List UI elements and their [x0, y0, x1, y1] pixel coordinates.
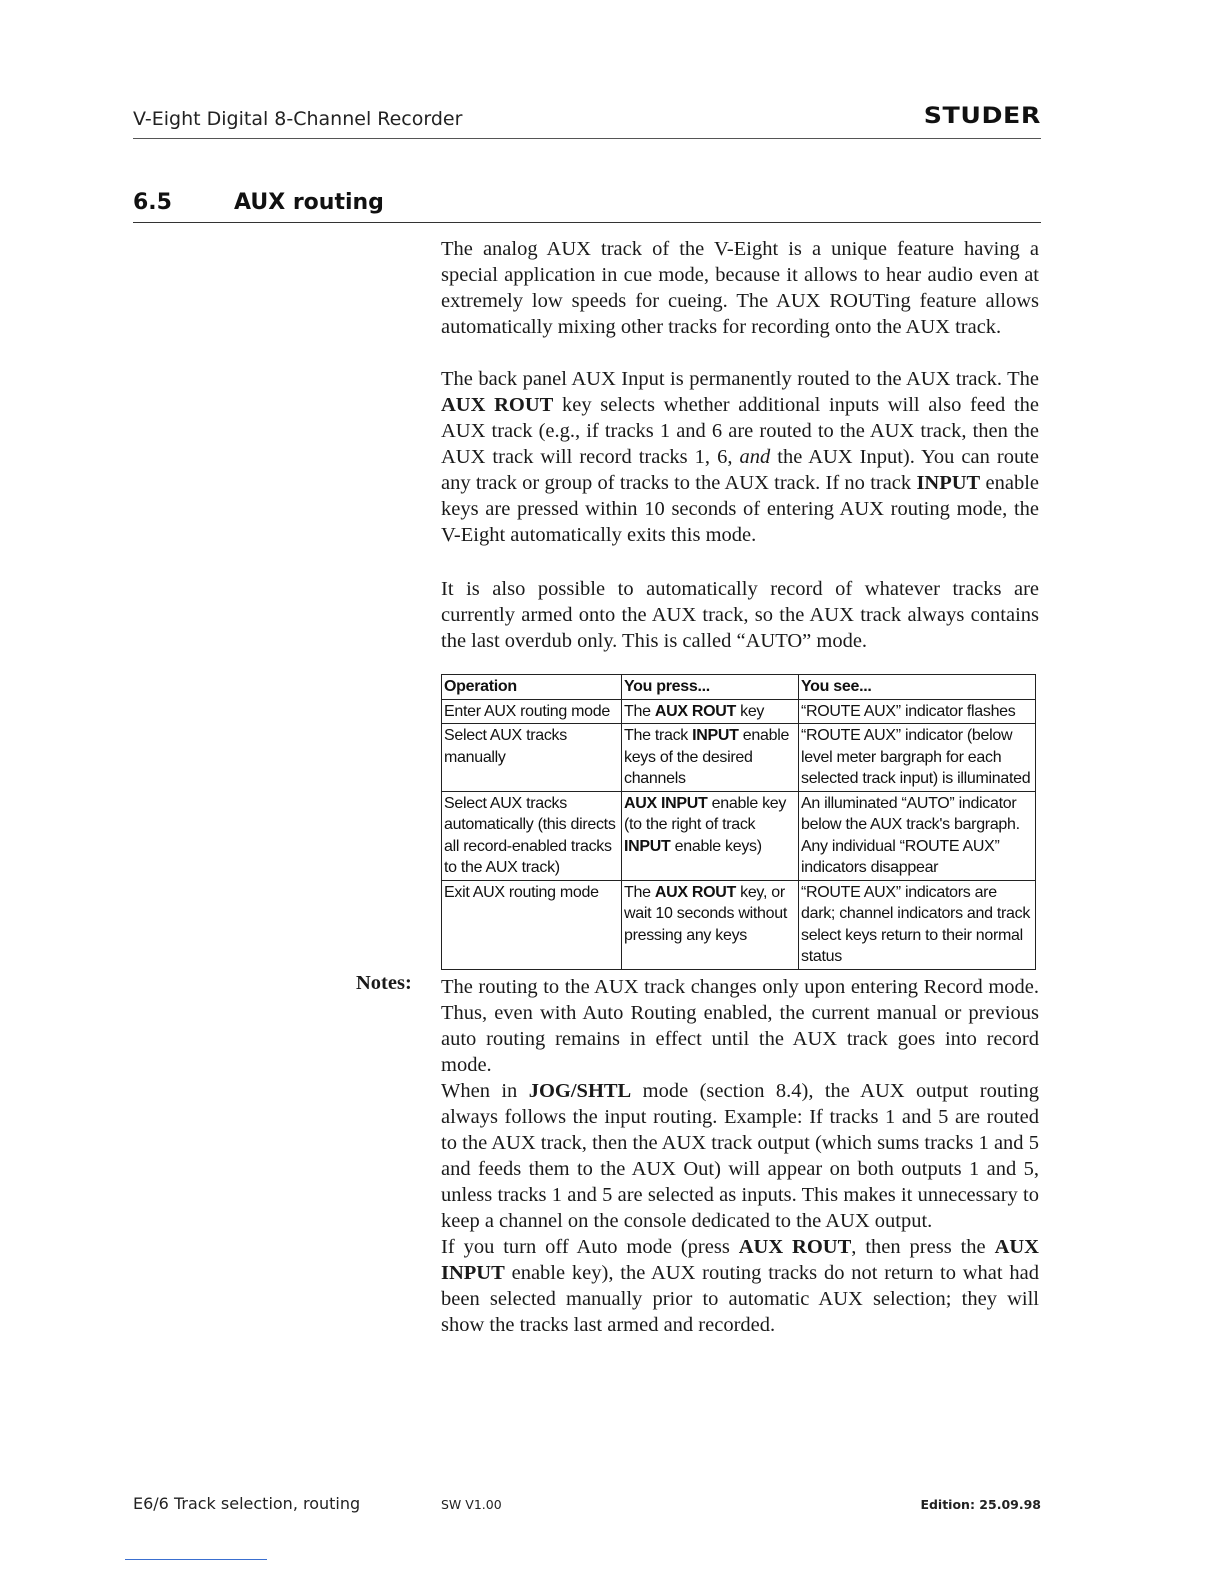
bold-term: INPUT: [624, 837, 671, 855]
section-title: AUX routing: [234, 190, 384, 215]
table-cell: [442, 724, 622, 792]
text-run: key: [735, 702, 765, 720]
header-cell: You see...: [799, 675, 1036, 700]
notes-label: Notes:: [356, 972, 412, 994]
header-divider: [133, 138, 1041, 139]
text-run: The track: [624, 727, 693, 744]
header-cell: You press...: [622, 675, 799, 700]
table-cell: [799, 791, 1036, 880]
bold-term: INPUT: [692, 727, 739, 744]
table-cell: [799, 724, 1036, 792]
paragraph-text: [441, 366, 1039, 548]
bold-term: AUX INPUT: [624, 794, 708, 812]
text-run: The: [624, 702, 655, 720]
operations-table: [441, 674, 1036, 970]
text-run: enable keys of the desired channels: [624, 727, 790, 787]
text-run: The back panel AUX Input is permanently routed to the AUX track. The: [441, 368, 1039, 390]
paragraph-text: [441, 576, 1039, 654]
table-cell: [622, 699, 799, 724]
text-run: enable key (to the right of track: [624, 794, 787, 833]
text-run: When in: [441, 1080, 529, 1102]
table-cell: [622, 791, 799, 880]
note-paragraph: [441, 1234, 1039, 1338]
footer-edition: Edition: 25.09.98: [920, 1497, 1041, 1512]
header-cell: Operation: [442, 675, 622, 700]
text-run: “ROUTE AUX” indicator (below level meter bargraph for each selected track input) is illuminated: [801, 727, 1031, 787]
text-run: enable key), the AUX routing tracks do not return to what had been selected manually prior to automatic AUX selection; they will show the tracks last armed and recorded.: [441, 1262, 1039, 1336]
table-cell: [442, 791, 622, 880]
text-run: It is also possible to automatically record of whatever tracks are currently armed onto the AUX track, so the AUX track always contains the last overdub only. This is called “AUTO” mode.: [441, 578, 1039, 652]
bold-term: INPUT: [916, 472, 981, 494]
intro-paragraph: [441, 236, 1039, 340]
text-run: “ROUTE AUX” indicators are dark; channel indicators and track select keys return to their normal status: [801, 883, 1031, 965]
text-run: enable keys are pressed within 10 seconds of entering AUX routing mode, the V-Eight automatically exits this mode.: [441, 472, 1039, 546]
notes-body: [441, 974, 1039, 1338]
text-run: The: [624, 883, 655, 901]
bold-term: AUX ROUT: [654, 883, 736, 901]
aux-input-paragraph: [441, 366, 1039, 548]
table-cell: [622, 724, 799, 792]
table-cell: [442, 699, 622, 724]
text-run: Select AUX tracks automatically (this directs all record-enabled tracks to the AUX track): [444, 794, 616, 876]
text-run: The analog AUX track of the V-Eight is a unique feature having a special application in cue mode, because it allows to hear audio even at extremely low speeds for cueing. The AUX ROUTing feature allows automatically mixing other tracks for recording onto the AUX track.: [441, 238, 1039, 338]
text-run: the AUX Input). You can route any track or group of tracks to the AUX track. If no track: [441, 446, 1039, 494]
text-run: mode (section 8.4), the AUX output routing always follows the input routing. Example: If tracks 1 and 5 are routed to the AUX track, then the AUX track output (which sums tracks 1 and 5 and feeds them to the AUX Out) will appear on both outputs 1 and 5, unless tracks 1 and 5 are selected as inputs. This makes it unnecessary to keep a channel on the console dedicated to the AUX output.: [441, 1080, 1039, 1232]
table-row: [442, 724, 1036, 792]
paragraph-text: [441, 236, 1039, 340]
bold-term: AUX INPUT: [441, 1236, 1039, 1284]
table-row: [442, 699, 1036, 724]
table-row: [442, 880, 1036, 969]
footer-page-ref: E6/6 Track selection, routing: [133, 1494, 361, 1513]
table-header-row: [442, 675, 1036, 700]
text-run: Select AUX tracks manually: [444, 727, 567, 766]
text-run: key selects whether additional inputs will also feed the AUX track (e.g., if tracks 1 and 6 are routed to the AUX track, then the AUX track will record tracks 1, 6,: [441, 394, 1039, 468]
section-number: 6.5: [133, 190, 172, 215]
text-run: , then press the: [851, 1236, 995, 1258]
text-run: The routing to the AUX track changes only upon entering Record mode. Thus, even with Auto Routing enabled, the current manual or previous auto routing remains in effect until the AUX track goes into record mode.: [441, 976, 1039, 1076]
bold-term: JOG/SHTL: [528, 1080, 632, 1102]
text-run: enable keys): [670, 837, 762, 855]
text-run: An illuminated “AUTO” indicator below the AUX track's bargraph. Any individual “ROUTE AUX” indicators disappear: [801, 794, 1020, 876]
text-run: If you turn off Auto mode (press: [441, 1236, 739, 1258]
table-row: [442, 791, 1036, 880]
note-paragraph: [441, 974, 1039, 1078]
bold-term: AUX ROUT: [654, 702, 736, 720]
document-title: V-Eight Digital 8-Channel Recorder: [133, 108, 463, 130]
text-run: Enter AUX routing mode: [444, 702, 610, 720]
auto-mode-paragraph: [441, 576, 1039, 654]
text-run: Exit AUX routing mode: [444, 883, 599, 901]
bold-term: AUX ROUT: [738, 1236, 852, 1258]
brand-logo: STUDER: [923, 104, 1041, 129]
text-run: key, or wait 10 seconds without pressing any keys: [624, 883, 787, 944]
table-cell: [442, 880, 622, 969]
bold-term: AUX ROUT: [441, 394, 554, 416]
italic-term: and: [739, 446, 771, 468]
note-paragraph: [441, 1078, 1039, 1234]
bottom-divider: [125, 1559, 267, 1560]
text-run: “ROUTE AUX” indicator flashes: [801, 702, 1016, 720]
table-cell: [799, 880, 1036, 969]
section-divider: [133, 222, 1041, 223]
table-cell: [622, 880, 799, 969]
table-cell: [799, 699, 1036, 724]
footer-software-version: SW V1.00: [441, 1497, 502, 1512]
